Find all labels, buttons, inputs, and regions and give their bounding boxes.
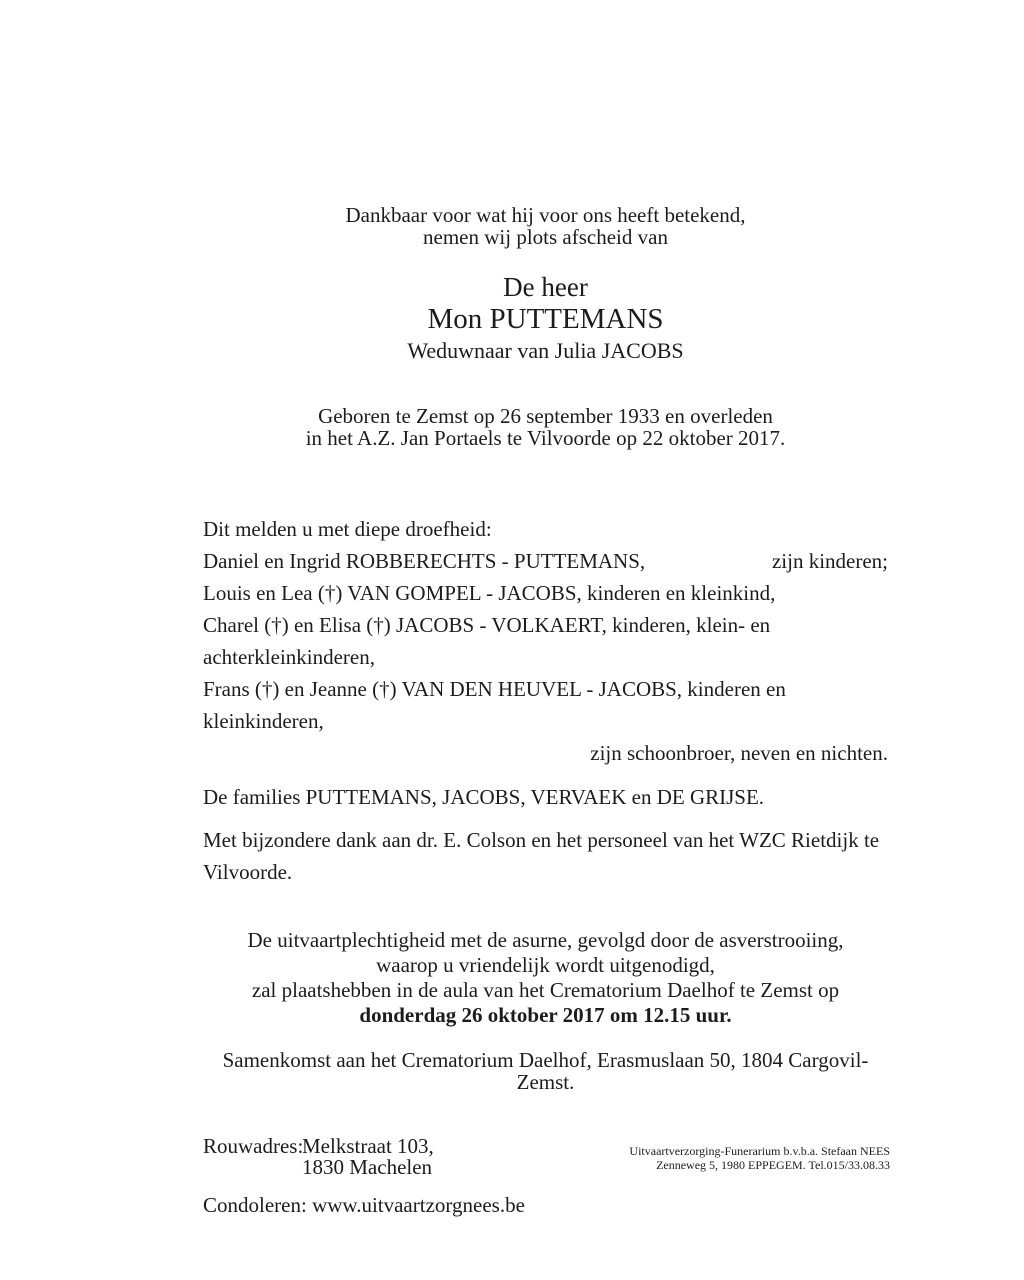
condolences-line — [203, 1195, 888, 1216]
relative-row — [203, 609, 888, 673]
relative-names: Frans (†) en Jeanne (†) VAN DEN HEUVEL - JACOBS, kinderen en kleinkinderen, — [203, 677, 786, 733]
relative-names: Daniel en Ingrid ROBBERECHTS - PUTTEMANS, — [203, 549, 646, 573]
ceremony-date-time: donderdag 26 oktober 2017 om 12.15 uur. — [359, 1003, 732, 1027]
announcement-section — [203, 513, 888, 888]
deceased-name: Mon PUTTEMANS — [427, 303, 664, 335]
announcement-heading: Dit melden u met diepe droefheid: — [203, 517, 492, 541]
mourning-address-label: Rouwadres: — [203, 1134, 304, 1158]
condolences-url: www.uitvaartzorgnees.be — [312, 1193, 525, 1217]
funeral-home-address: Zenneweg 5, 1980 EPPEGEM. Tel.015/33.08.33 — [656, 1158, 890, 1172]
ceremony-line-3: zal plaatshebben in de aula van het Crematorium Daelhof te Zemst op — [251, 978, 840, 1002]
thanks-line: Met bijzondere dank aan dr. E. Colson en het personeel van het WZC Rietdijk te Vilvoorde. — [203, 828, 880, 884]
ceremony-section — [203, 928, 888, 1028]
deceased-relation: Weduwnaar van Julia JACOBS — [407, 338, 684, 363]
life-dates — [203, 405, 888, 449]
funeral-home-name: Uitvaartverzorging-Funerarium b.v.b.a. Stefaan NEES — [629, 1144, 890, 1158]
condolences-label: Condoleren: — [203, 1193, 313, 1217]
ceremony-line-1: De uitvaartplechtigheid met de asurne, gevolgd door de asverstrooiing, — [247, 928, 844, 952]
relative-row — [203, 545, 888, 577]
ceremony-line-2: waarop u vriendelijk wordt uitgenodigd, — [376, 953, 715, 977]
mourning-address-value — [302, 1136, 434, 1178]
meeting-line: Samenkomst aan het Crematorium Daelhof, Erasmuslaan 50, 1804 Cargovil-Zemst. — [222, 1048, 869, 1094]
relative-relation: zijn kinderen; — [771, 549, 888, 573]
relative-row — [203, 577, 888, 609]
families-line: De families PUTTEMANS, JACOBS, VERVAEK en DE GRIJSE. — [203, 785, 765, 809]
relative-names: Charel (†) en Elisa (†) JACOBS - VOLKAERT, kinderen, klein- en achterkleinkinderen, — [203, 613, 771, 669]
funeral-home-footer — [629, 1144, 890, 1172]
relative-names: Louis en Lea (†) VAN GOMPEL - JACOBS, kinderen en kleinkind, — [203, 581, 776, 605]
mourning-address-city: 1830 Machelen — [302, 1155, 433, 1179]
intro-line-2: nemen wij plots afscheid van — [423, 225, 668, 249]
relatives-footer: zijn schoonbroer, neven en nichten. — [590, 741, 888, 765]
deceased-salutation: De heer — [503, 272, 588, 302]
intro-line-1: Dankbaar voor wat hij voor ons heeft betekend, — [345, 203, 746, 227]
mourning-address-street: Melkstraat 103, — [302, 1134, 434, 1158]
intro-text — [203, 0, 888, 248]
funeral-card — [203, 0, 888, 1216]
birth-line: Geboren te Zemst op 26 september 1933 en overleden — [318, 404, 773, 428]
relative-row — [203, 673, 888, 737]
death-line: in het A.Z. Jan Portaels te Vilvoorde op 22 oktober 2017. — [305, 426, 786, 450]
